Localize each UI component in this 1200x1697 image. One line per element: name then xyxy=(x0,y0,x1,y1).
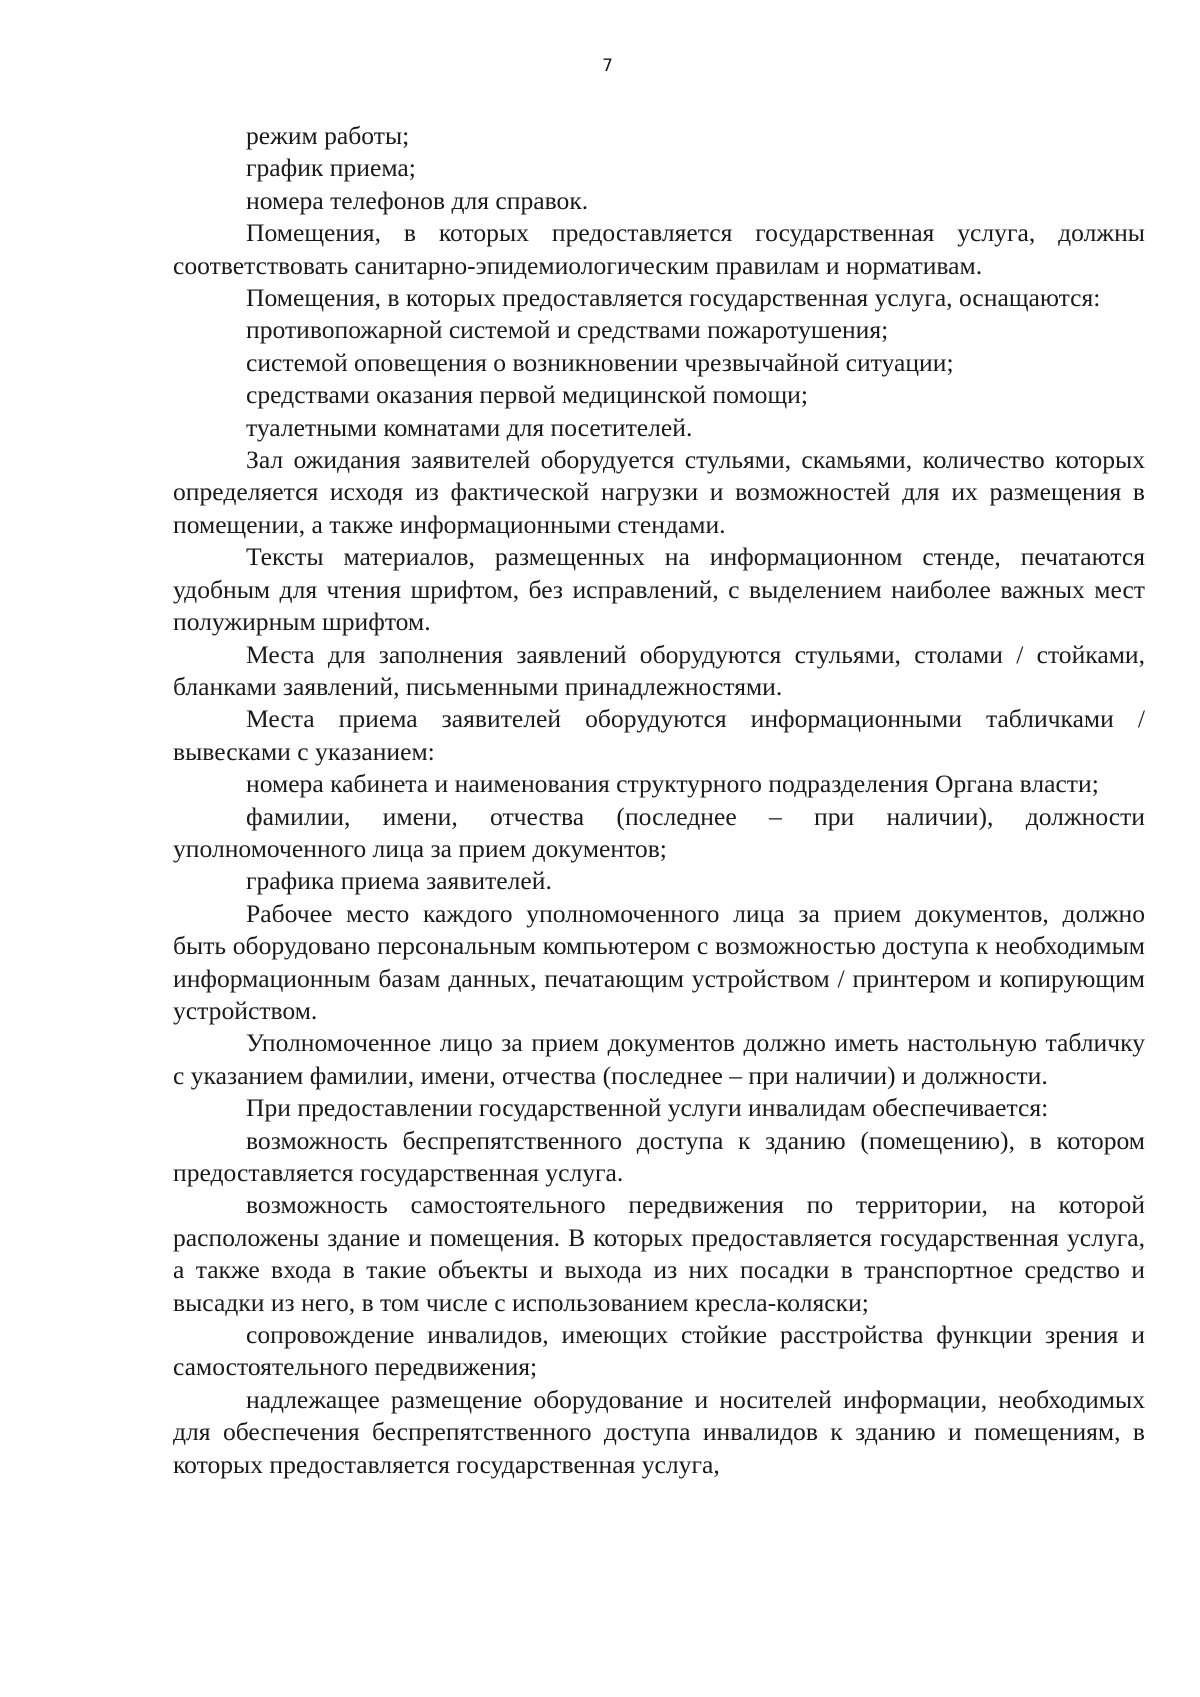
paragraph-premises-sanitary: Помещения, в которых предоставляется государственная услуга, должны соответствовать санитарно-эпидемиологическим правилам и нормативам. xyxy=(173,218,1145,280)
paragraph-movement: возможность самостоятельного передвижения по территории, на которой расположены здание и помещения. В которых предоставляется государственная услуга, а также входа в такие объекты и выхода из них посадки в транспортное средство и высадки из него, в том числе с использованием кресла-коляски; xyxy=(173,1190,1145,1317)
paragraph-escort: сопровождение инвалидов, имеющих стойкие расстройства функции зрения и самостоятельного передвижения; xyxy=(173,1320,1145,1382)
paragraph-cabinet-number: номера кабинета и наименования структурного подразделения Органа власти; xyxy=(246,769,1099,799)
page-number: 7 xyxy=(602,56,613,76)
paragraph-desk-sign: Уполномоченное лицо за прием документов должно иметь настольную табличку с указанием фамилии, имени, отчества (последнее – при наличии) и должности. xyxy=(173,1028,1145,1090)
paragraph-reception-schedule: график приема; xyxy=(246,153,416,183)
paragraph-application-places: Места для заполнения заявлений оборудуются стульями, столами / стойками, бланками заявлений, письменными принадлежностями. xyxy=(173,639,1145,701)
paragraph-workplace: Рабочее место каждого уполномоченного лица за прием документов, должно быть оборудовано персональным компьютером с возможностью доступа к необходимым информационным базам данных, печатающим устройством / принтером и копирующим устройством. xyxy=(173,898,1145,1025)
paragraph-first-aid: средствами оказания первой медицинской помощи; xyxy=(246,380,808,410)
paragraph-premises-equipped: Помещения, в которых предоставляется государственная услуга, оснащаются: xyxy=(246,283,1101,313)
paragraph-toilets: туалетными комнатами для посетителей. xyxy=(246,412,693,442)
paragraph-alert-system: системой оповещения о возникновении чрезвычайной ситуации; xyxy=(246,347,954,377)
paragraph-phone-numbers: номера телефонов для справок. xyxy=(246,185,589,215)
paragraph-disabled-provision: При предоставлении государственной услуги инвалидам обеспечивается: xyxy=(246,1093,1049,1123)
document-body xyxy=(173,120,1145,1481)
paragraph-work-mode: режим работы; xyxy=(246,121,410,150)
paragraph-waiting-hall: Зал ожидания заявителей оборудуется стульями, скамьями, количество которых определяется исходя из фактической нагрузки и возможностей для их размещения в помещении, а также информационными стендами. xyxy=(173,445,1145,539)
paragraph-building-access: возможность беспрепятственного доступа к зданию (помещению), в котором предоставляется государственная услуга. xyxy=(173,1125,1145,1187)
paragraph-reception-places: Места приема заявителей оборудуются информационными табличками / вывесками с указанием: xyxy=(173,704,1145,766)
paragraph-stand-texts: Тексты материалов, размещенных на информационном стенде, печатаются удобным для чтения шрифтом, без исправлений, с выделением наиболее важных мест полужирным шрифтом. xyxy=(173,542,1145,637)
paragraph-fire-system: противопожарной системой и средствами пожаротушения; xyxy=(246,315,889,345)
paragraph-reception-graph: графика приема заявителей. xyxy=(246,866,552,896)
paragraph-officer-name: фамилии, имени, отчества (последнее – при наличии), должности уполномоченного лица за прием документов; xyxy=(173,801,1145,863)
paragraph-equipment-placement: надлежащее размещение оборудование и носителей информации, необходимых для обеспечения беспрепятственного доступа инвалидов к зданию и помещениям, в которых предоставляется государственная услуга, xyxy=(173,1384,1145,1479)
